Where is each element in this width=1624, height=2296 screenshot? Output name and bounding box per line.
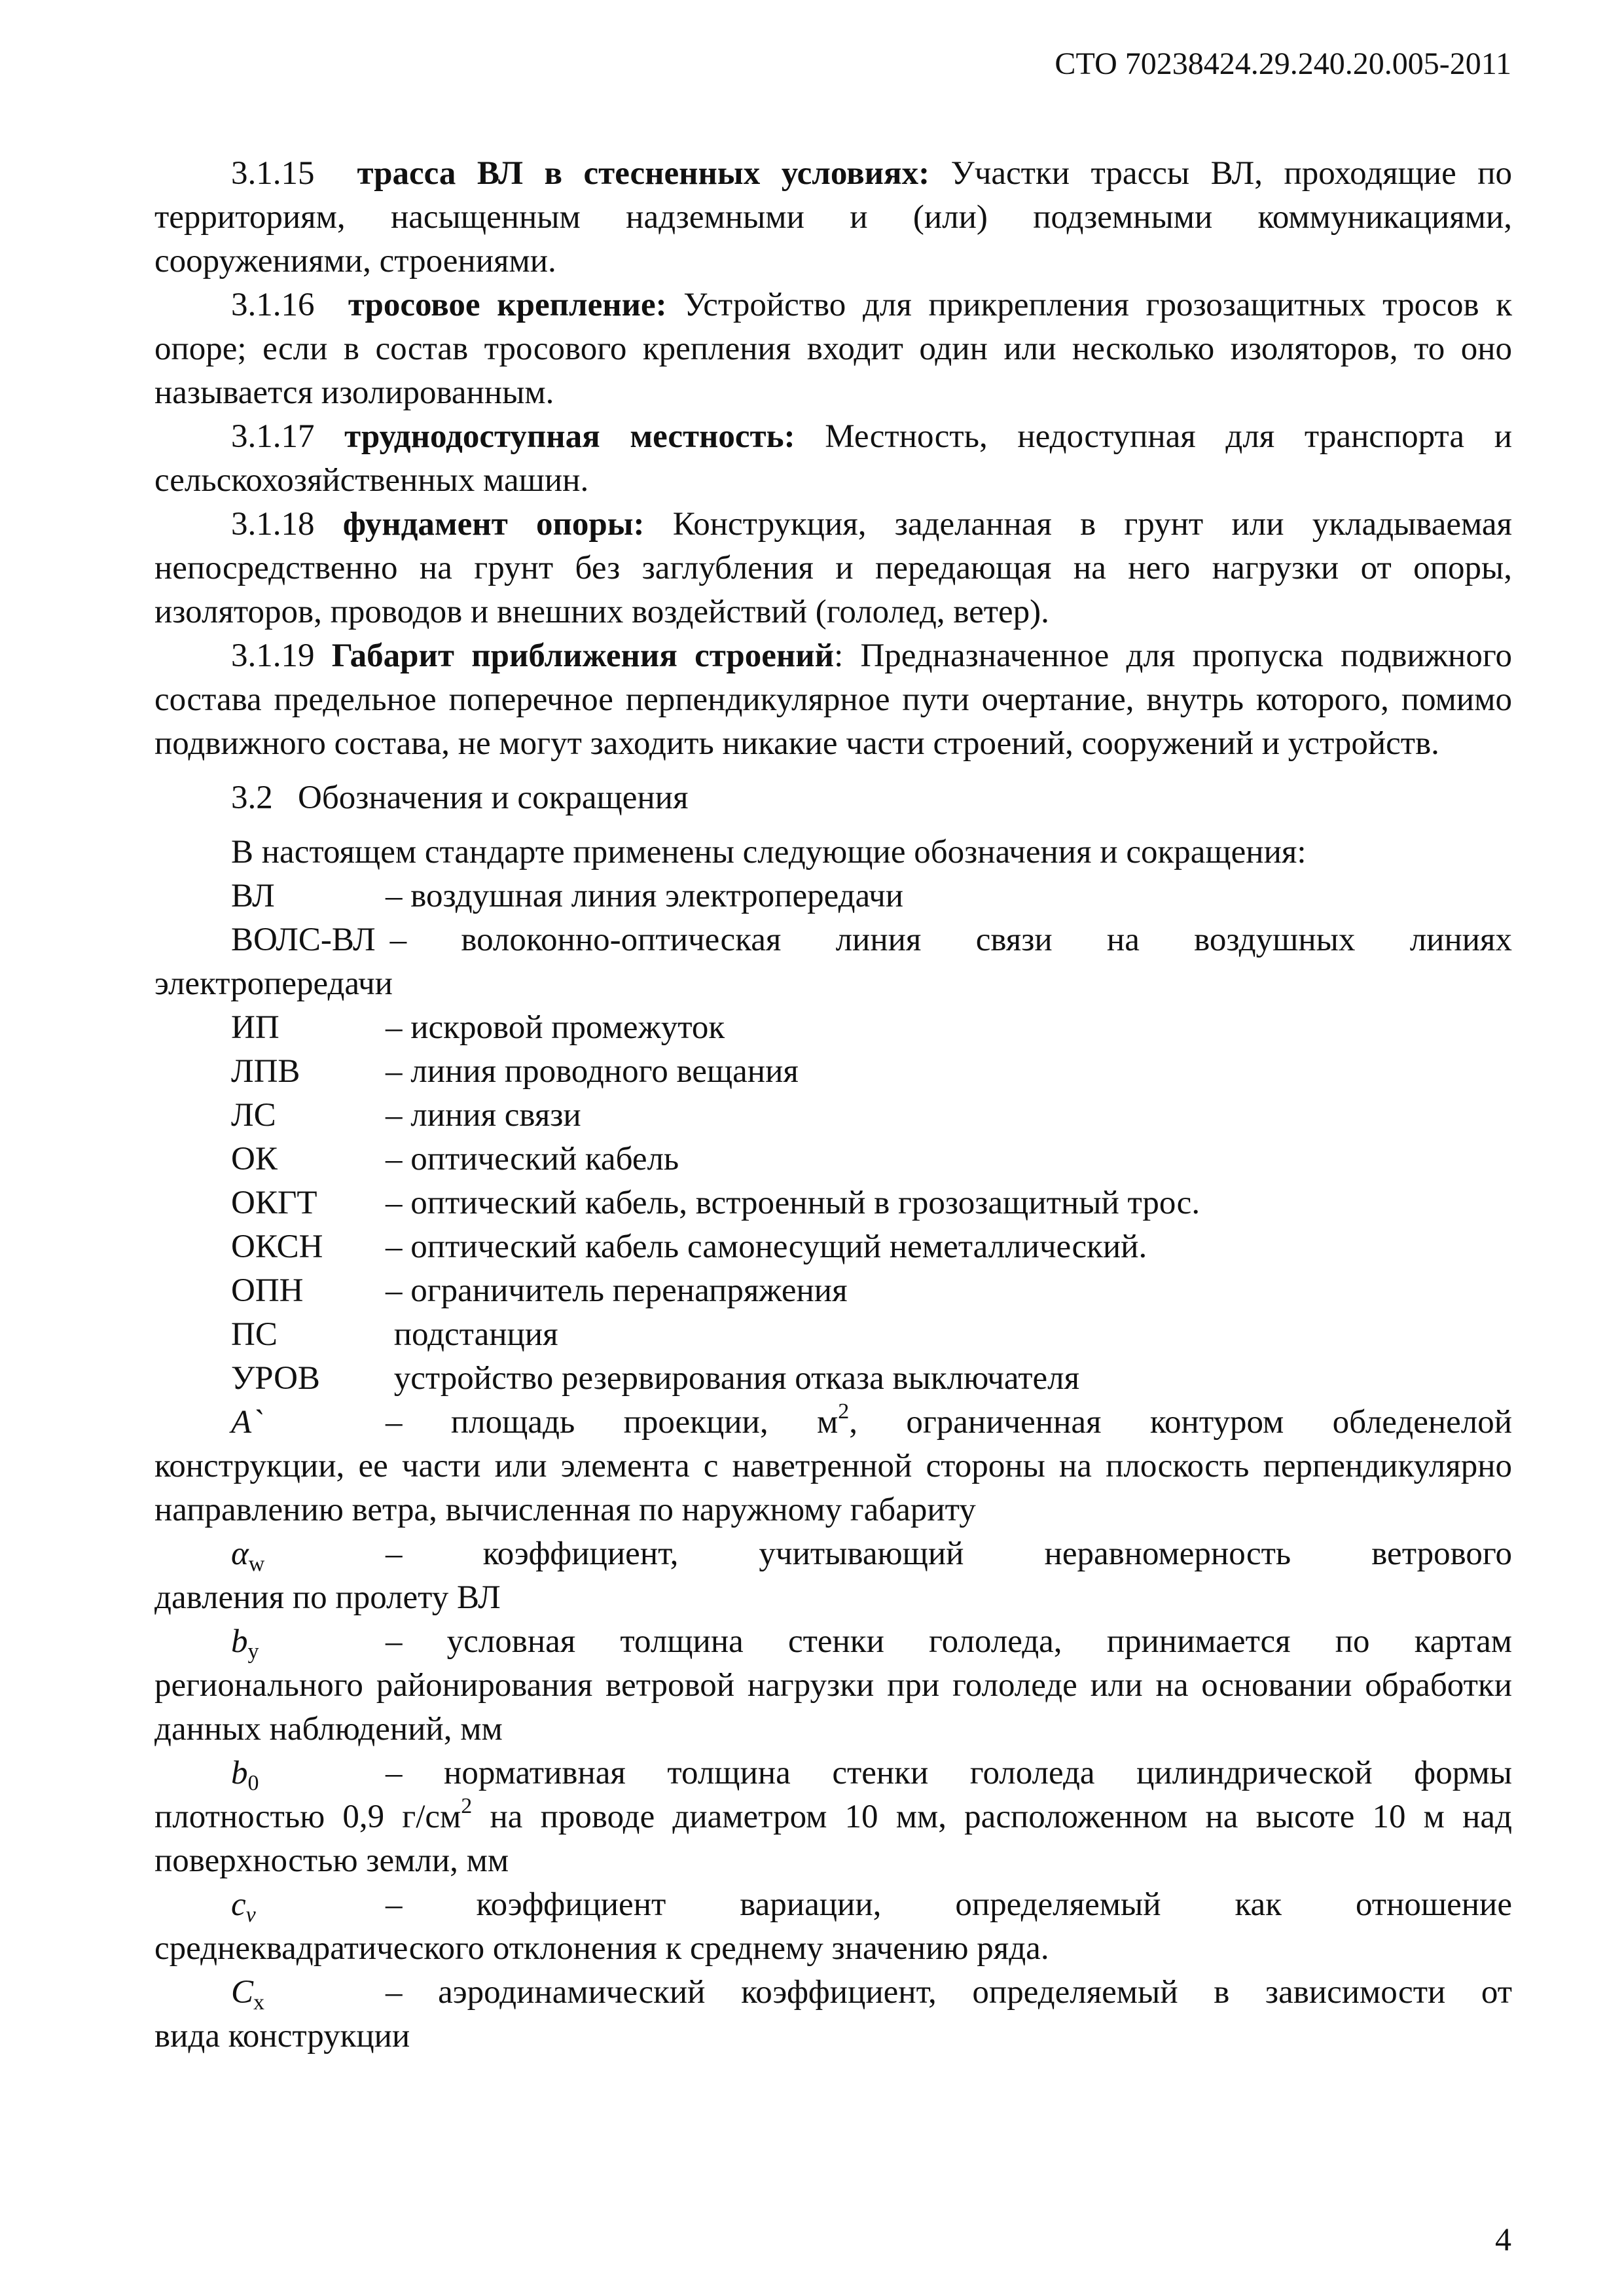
- symbol-entry: [154, 1971, 1512, 2058]
- abbreviation-row: [154, 1357, 1512, 1401]
- term-number: 3.1.18: [231, 506, 315, 543]
- abbreviation-definition: – оптический кабель самонесущий неметаллический.: [386, 1229, 1147, 1265]
- abbreviation-definition: – оптический кабель, встроенный в грозозащитный трос.: [386, 1185, 1200, 1221]
- symbol-definition-text: плотностью 0,9 г/см: [154, 1799, 461, 1835]
- term-paragraph: [154, 152, 1512, 283]
- subscript: у: [247, 1640, 259, 1664]
- abbreviation: УРОВ: [231, 1360, 320, 1397]
- abbreviation-row: [154, 1050, 1512, 1094]
- term-text: : Предназначенное для пропуска подвижного состава предельное поперечное перпендикулярное пути очертание, внутрь которого, помимо подвижного состава, не могут заходить никакие части строений, сооружений и устройств.: [154, 637, 1512, 762]
- abbreviation: ВОЛС-ВЛ: [231, 922, 376, 958]
- symbol-definition-continued: регионального районирования ветровой нагрузки при гололеде или на основании обработки данных наблюдений, мм: [154, 1667, 1512, 1748]
- symbol-entry: [154, 1883, 1512, 1971]
- abbreviation-definition: – оптический кабель: [386, 1141, 679, 1177]
- term-title: труднодоступная местность:: [344, 418, 795, 455]
- symbol-definition: – аэродинамический коэффициент, определяемый в зависимости от: [386, 1974, 1512, 2011]
- symbol-entry: [154, 1532, 1512, 1620]
- symbol-definition-continued: среднеквадратического отклонения к среднему значению ряда.: [154, 1930, 1049, 1967]
- term-number: 3.1.19: [231, 637, 315, 674]
- term-title: фундамент опоры:: [342, 506, 645, 543]
- symbol-definition: – нормативная толщина стенки гололеда цилиндрической формы: [386, 1755, 1512, 1791]
- abbreviation-definition: устройство резервирования отказа выключателя: [386, 1360, 1080, 1397]
- term-text: Местность, недоступная для транспорта и сельскохозяйственных машин.: [154, 418, 1512, 499]
- symbol-letter: A`: [231, 1404, 263, 1441]
- symbol-definition-continued: давления по пролету ВЛ: [154, 1579, 501, 1616]
- symbol-definition: – условная толщина стенки гололеда, принимается по картам: [386, 1623, 1512, 1660]
- superscript: 2: [838, 1399, 850, 1424]
- abbreviation-definition: – искровой промежуток: [386, 1009, 725, 1046]
- symbol-definition: – коэффициент вариации, определяемый как отношение: [386, 1886, 1512, 1923]
- abbreviation-definition: – воздушная линия электропередачи: [386, 878, 904, 914]
- term-number: 3.1.17: [231, 418, 315, 455]
- term-title: трасса ВЛ в стесненных условиях:: [357, 155, 930, 192]
- symbol-letter: b: [231, 1755, 248, 1791]
- abbreviation: ИП: [231, 1009, 280, 1046]
- term-title: Габарит приближения строений: [331, 637, 835, 674]
- symbol-definition-continued: [154, 1795, 1512, 1883]
- term-title: тросовое крепление:: [348, 287, 667, 323]
- symbol: [154, 1620, 386, 1664]
- symbol-definition-text: , ограниченная контуром обледенелой: [849, 1404, 1513, 1441]
- term-number: 3.1.15: [231, 155, 315, 192]
- page-content: [154, 152, 1512, 2058]
- term-text: Участки трассы ВЛ, проходящие по территориям, насыщенным надземными и (или) подземными коммуникациями, сооружениями, строениями.: [154, 155, 1513, 279]
- abbreviation: ВЛ: [231, 878, 275, 914]
- symbol-entry: [154, 1751, 1512, 1883]
- subscript: w: [248, 1552, 265, 1576]
- symbol-letter: α: [231, 1535, 249, 1572]
- subscript: 0: [247, 1771, 259, 1795]
- section-intro: В настоящем стандарте применены следующие обозначения и сокращения:: [231, 834, 1307, 870]
- abbreviation-row: [154, 1269, 1512, 1313]
- symbol-definition: – коэффициент, учитывающий неравномерность ветрового: [386, 1535, 1512, 1572]
- abbreviation: ПС: [231, 1316, 278, 1353]
- page-number: 4: [1495, 2221, 1511, 2257]
- section-title: Обозначения и сокращения: [298, 780, 689, 816]
- symbol-definition-continued: вида конструкции: [154, 2018, 410, 2054]
- symbol-definition-text: – площадь проекции, м: [386, 1404, 839, 1441]
- abbreviation-row: [154, 1181, 1512, 1225]
- section-number: 3.2: [231, 780, 273, 816]
- abbreviation: ОКСН: [231, 1229, 323, 1265]
- symbol-letter: C: [231, 1974, 254, 2011]
- term-paragraph: [154, 634, 1512, 766]
- symbol-definition: [386, 1401, 1512, 1444]
- abbreviation-definition-continued: электропередачи: [154, 965, 393, 1002]
- subscript: x: [253, 1990, 265, 2015]
- term-text: Устройство для прикрепления грозозащитных тросов к опоре; если в состав тросового крепления входит один или несколько изоляторов, то оно называется изолированным.: [154, 287, 1512, 411]
- symbol-entry: [154, 1401, 1512, 1532]
- symbol-letter: c: [231, 1886, 246, 1923]
- abbreviation-definition: – волоконно-оптическая линия связи на воздушных линиях: [389, 922, 1512, 958]
- symbol-entry: [154, 1620, 1512, 1751]
- abbreviation-definition: – ограничитель перенапряжения: [386, 1272, 848, 1309]
- abbreviation: ОКГТ: [231, 1185, 317, 1221]
- abbreviation-definition: – линия проводного вещания: [386, 1053, 799, 1090]
- term-text: Конструкция, заделанная в грунт или укладываемая непосредственно на грунт без заглубления и передающая на него нагрузки от опоры, изоляторов, проводов и внешних воздействий (гололед, ветер).: [154, 506, 1512, 630]
- symbol-letter: b: [231, 1623, 248, 1660]
- abbreviation-row: [154, 1094, 1512, 1138]
- abbreviation-row: [154, 1138, 1512, 1181]
- abbreviation-row: [154, 918, 1512, 1006]
- abbreviation: ЛПВ: [231, 1053, 300, 1090]
- symbol-definition-continued: конструкции, ее части или элемента с наветренной стороны на плоскость перпендикулярно направлению ветра, вычисленная по наружному габариту: [154, 1448, 1512, 1528]
- document-code-header: СТО 70238424.29.240.20.005-2011: [1055, 46, 1511, 81]
- symbol: [154, 1532, 386, 1576]
- abbreviation: ОПН: [231, 1272, 304, 1309]
- abbreviation-row: [154, 1006, 1512, 1050]
- abbreviation-row: [154, 874, 1512, 918]
- abbreviation-definition: подстанция: [386, 1316, 558, 1353]
- abbreviation-row: [154, 1313, 1512, 1357]
- symbol: [154, 1971, 386, 2015]
- term-paragraph: [154, 503, 1512, 634]
- term-paragraph: [154, 415, 1512, 503]
- symbol: [154, 1883, 386, 1927]
- symbol: [154, 1401, 386, 1444]
- abbreviation: ЛС: [231, 1097, 276, 1134]
- symbol-definition-text: на проводе диаметром 10 мм, расположенном на высоте 10 м над поверхностью земли, мм: [154, 1799, 1513, 1879]
- abbreviation: ОК: [231, 1141, 278, 1177]
- term-number: 3.1.16: [231, 287, 315, 323]
- term-paragraph: [154, 283, 1512, 415]
- symbol: [154, 1751, 386, 1795]
- superscript: 2: [461, 1794, 473, 1818]
- abbreviation-row: [154, 1225, 1512, 1269]
- section-heading: [154, 776, 1512, 820]
- abbreviation-definition: – линия связи: [386, 1097, 581, 1134]
- subscript: v: [245, 1903, 256, 1927]
